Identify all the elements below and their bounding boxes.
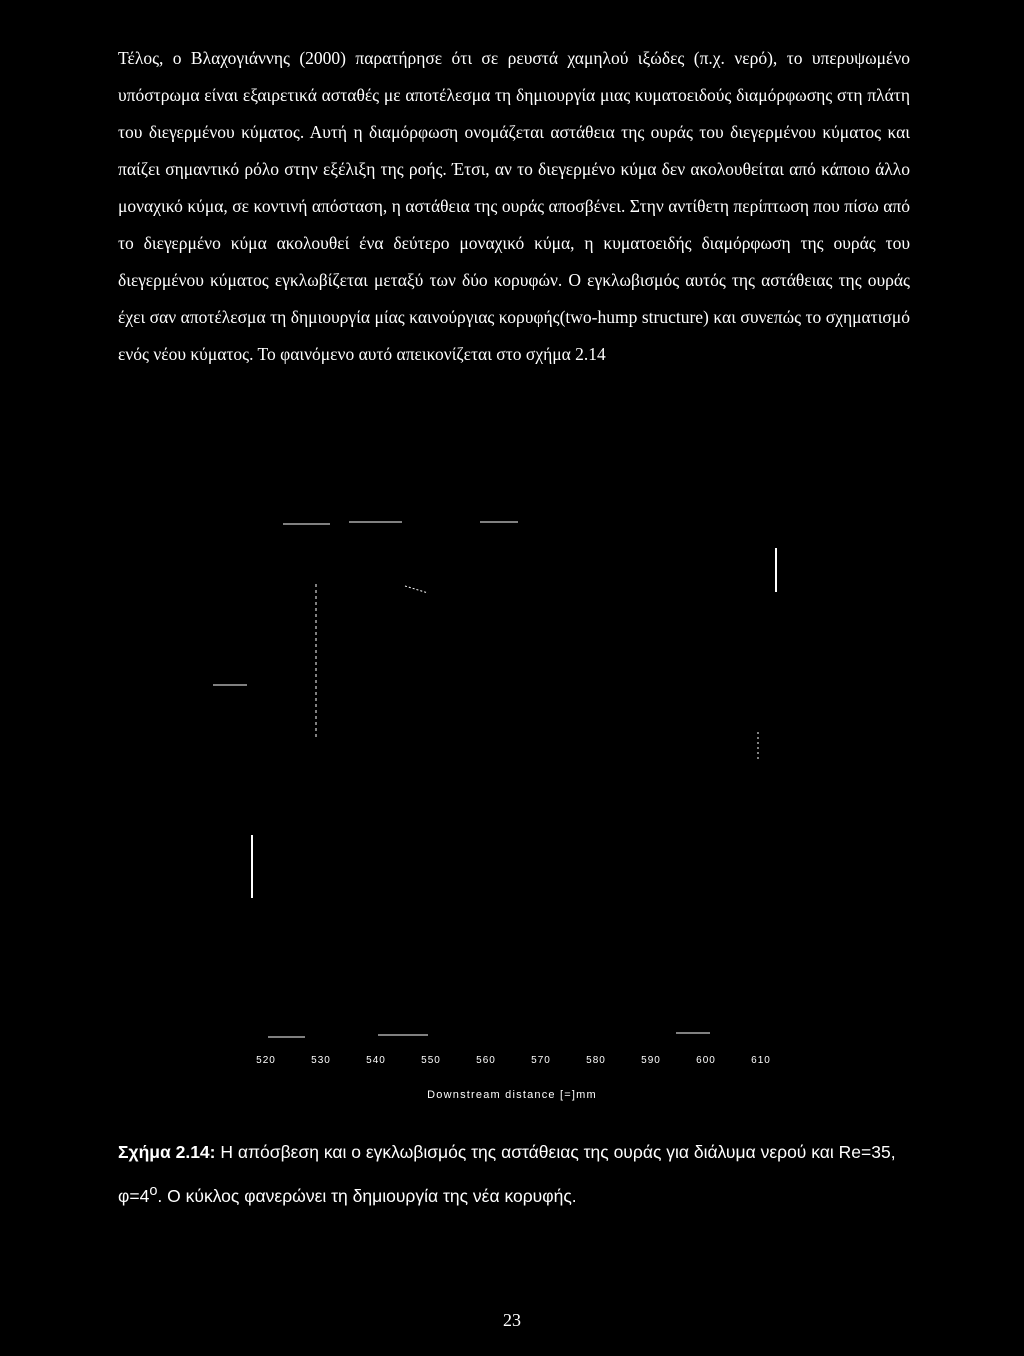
figure-plot-area xyxy=(213,522,776,1037)
x-tick-label: 590 xyxy=(641,1055,661,1066)
x-tick-label: 540 xyxy=(366,1055,386,1066)
x-tick-label: 550 xyxy=(421,1055,441,1066)
x-tick-label: 520 xyxy=(256,1055,276,1066)
x-tick-label: 560 xyxy=(476,1055,496,1066)
caption-degree-sup: o xyxy=(149,1183,158,1199)
x-axis-title: Downstream distance [=]mm xyxy=(427,1089,597,1101)
body-paragraph: Τέλος, ο Βλαχογιάννης (2000) παρατήρησε ότι σε ρευστά χαμηλού ιξώδες (π.χ. νερό), το υπερυψωμένο υπόστρωμα είναι εξαιρετικά ασταθές με αποτέλεσμα τη δημιουργία μιας κυματοειδούς διαμόρφωσης στη πλάτη του διεγερμένου κύματος. Αυτή η διαμόρφωση ονομάζεται αστάθεια της ουράς του διεγερμένου κύματος και παίζει σημαντικό ρόλο στην εξέλιξη της ροής. Έτσι, αν το διεγερμένο κύμα δεν ακολουθείται από κάποιο άλλο μοναχικό κύμα, σε κοντινή απόσταση, η αστάθεια της ουράς αποσβένει. Στην αντίθετη περίπτωση που πίσω από το διεγερμένο κύμα ακολουθεί ένα δεύτερο μοναχικό κύμα, η κυματοειδής διαμόρφωση της ουράς του διεγερμένου κύματος εγκλωβίζεται μεταξύ των δύο κορυφών. Ο εγκλωβισμός αυτός της αστάθειας της ουράς έχει σαν αποτέλεσμα τη δημιουργία μίας καινούργιας κορυφής(two-hump structure) και συνεπώς το σχηματισμό ενός νέου κύματος. Το φαινόμενο αυτό απεικονίζεται στο σχήμα 2.14 xyxy=(118,48,910,364)
figure-caption xyxy=(118,1133,910,1216)
x-tick-label: 530 xyxy=(311,1055,331,1066)
x-axis-ticks xyxy=(256,1055,771,1066)
curve-fragment xyxy=(405,586,428,593)
page-number: 23 xyxy=(503,1310,521,1330)
caption-label: Σχήμα 2.14: xyxy=(118,1142,216,1162)
figure-2-14 xyxy=(0,500,1024,1120)
x-tick-label: 580 xyxy=(586,1055,606,1066)
x-tick-label: 600 xyxy=(696,1055,716,1066)
x-tick-label: 610 xyxy=(751,1055,771,1066)
x-tick-label: 570 xyxy=(531,1055,551,1066)
caption-text: Η απόσβεση και ο εγκλωβισμός της αστάθειας της ουράς για διάλυμα νερού και Re=35, φ=4 xyxy=(118,1142,896,1206)
caption-text-end: . Ο κύκλος φανερώνει τη δημιουργία της νέα κορυφής. xyxy=(157,1185,577,1206)
